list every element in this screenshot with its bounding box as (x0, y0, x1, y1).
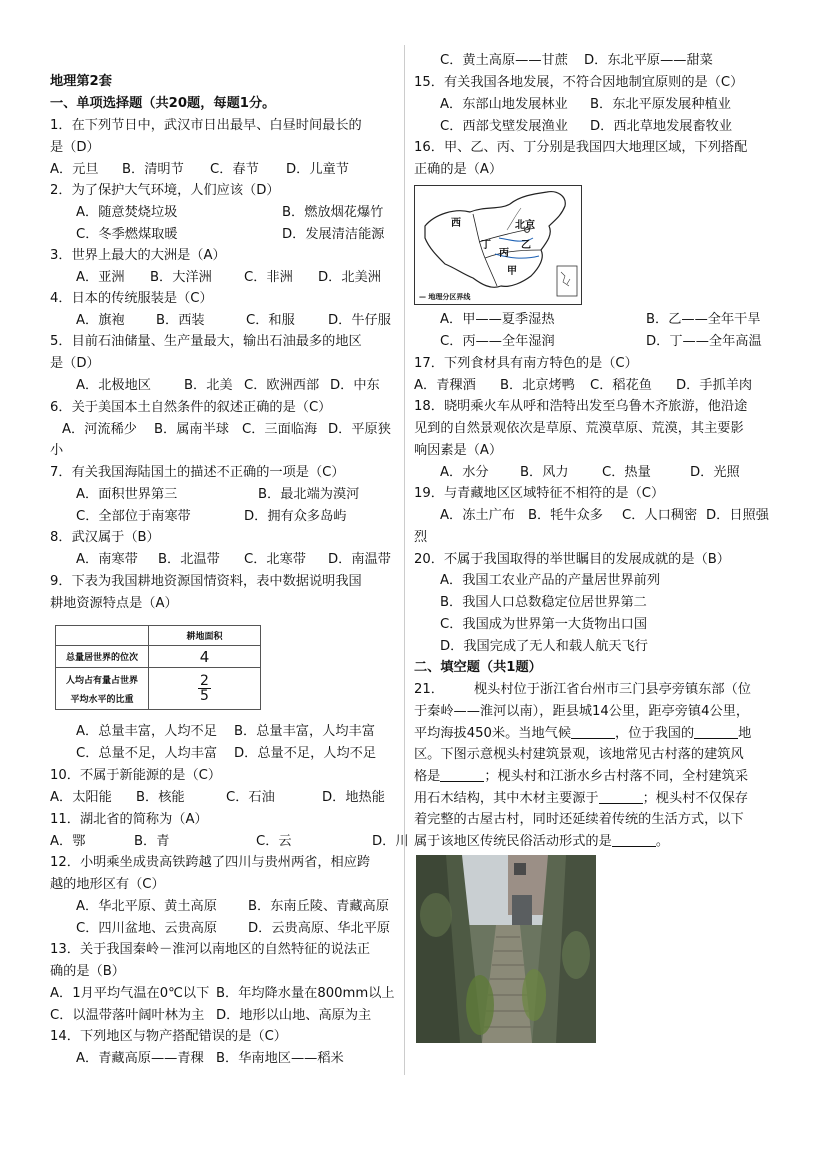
q18-option-c: C．热量 (602, 465, 651, 480)
q20-option-b: B．我国人口总数稳定位居世界第二 (440, 595, 647, 610)
q16-stem: 16．甲、乙、丙、丁分别是我国四大地理区域，下列搭配 (414, 140, 748, 155)
q21-line-6b: ；枧头村不仅保存 (642, 791, 749, 806)
table-row2-label-line1: 人均占有量占世界 (65, 675, 138, 686)
q17-option-d: D．手抓羊肉 (676, 378, 753, 393)
q5-option-d: D．中东 (330, 378, 380, 393)
table-row1-label: 总量居世界的位次 (56, 646, 149, 668)
q7-option-a: A．面积世界第三 (76, 487, 178, 502)
q3-option-b: B．大洋洲 (150, 270, 212, 285)
section-2-title: 二、填空题（共1题） (414, 660, 542, 675)
q5-option-c: C．欧洲西部 (244, 378, 320, 393)
q15-option-b: B．东北平原发展种植业 (590, 97, 731, 112)
q12-stem: 12．小明乘坐成贵高铁跨越了四川与贵州两省，相应跨 (50, 855, 371, 870)
q8-option-b: B．北温带 (158, 552, 220, 567)
q21-number: 21． (414, 682, 444, 697)
q12-option-a: A．华北平原、黄土高原 (76, 899, 217, 914)
q21-line-6a: 用石木结构，其中木材主要源于 (414, 791, 599, 806)
column-divider (404, 45, 405, 1075)
q1-option-b: B．清明节 (122, 162, 184, 177)
q17-option-a: A．青稞酒 (414, 378, 476, 393)
q14-option-a: A．青藏高原——青稞 (76, 1051, 204, 1066)
q21-line-8a: 属于该地区传统民俗活动形式的是 (414, 834, 612, 849)
q18-option-b: B．风力 (520, 465, 569, 480)
q16-stem-2: 正确的是（A） (414, 162, 503, 177)
table-row2-label-line2: 平均水平的比重 (70, 694, 134, 705)
map-drawing (415, 186, 581, 304)
map-legend: — 地理分区界线 (419, 293, 471, 301)
q20-option-d: D．我国完成了无人和载人航天飞行 (440, 639, 648, 654)
q14-option-d: D．东北平原——甜菜 (584, 53, 713, 68)
q16-option-d: D．丁——全年高温 (646, 334, 762, 349)
blank-folk-activity[interactable] (612, 832, 656, 847)
q18-option-a: A．水分 (440, 465, 489, 480)
q9-stem: 9．下表为我国耕地资源国情资料，表中数据说明我国 (50, 574, 362, 589)
q2-option-a: A．随意焚烧垃圾 (76, 205, 178, 220)
q21-line-3c: 地 (738, 726, 752, 741)
q18-option-d: D．光照 (690, 465, 740, 480)
q12-option-d: D．云贵高原、华北平原 (248, 921, 391, 936)
q4-option-b: B．西装 (156, 313, 205, 328)
q9-option-b: B．总量丰富，人均丰富 (234, 724, 375, 739)
q9-stem-2: 耕地资源特点是（A） (50, 596, 178, 611)
q21-line-8b: 。 (655, 834, 669, 849)
fraction (198, 674, 211, 703)
q17-option-b: B．北京烤鸭 (500, 378, 575, 393)
q13-option-c: C．以温带落叶阔叶林为主 (50, 1008, 205, 1023)
q11-option-a: A．鄂 (50, 834, 86, 849)
map-label-xi: 西 (451, 218, 461, 229)
q19-option-d: D．日照强 (706, 508, 769, 523)
village-stone-path-photo (416, 855, 596, 1043)
doc-title: 地理第2套 (50, 74, 112, 89)
q6-option-d-cont: 小 (50, 443, 64, 458)
q17-stem: 17．下列食材具有南方特色的是（C） (414, 356, 638, 371)
table-corner-cell (56, 626, 149, 646)
q20-option-a: A．我国工农业产品的产量居世界前列 (440, 573, 661, 588)
q4-option-c: C．和服 (246, 313, 295, 328)
q21-line-1: 枧头村位于浙江省台州市三门县亭旁镇东部（位 (474, 682, 751, 697)
q6-option-d: D．平原狭 (328, 422, 391, 437)
q21-line-3b: ，位于我国的 (615, 726, 695, 741)
q5-stem-2: 是（D） (50, 356, 100, 371)
q14-stem: 14．下列地区与物产搭配错误的是（C） (50, 1029, 287, 1044)
q1-option-c: C．春节 (210, 162, 259, 177)
q14-option-b: B．华南地区——稻米 (216, 1051, 344, 1066)
q20-stem: 20．不属于我国取得的举世瞩目的发展成就的是（B） (414, 552, 730, 567)
q8-stem: 8．武汉属于（B） (50, 530, 160, 545)
fraction-denominator: 5 (200, 688, 209, 704)
q16-option-a: A．甲——夏季湿热 (440, 312, 555, 327)
q11-option-d: D．川 (372, 834, 409, 849)
q1-option-d: D．儿童节 (286, 162, 349, 177)
q19-stem: 19．与青藏地区区域特征不相符的是（C） (414, 486, 665, 501)
q8-option-c: C．北寒带 (244, 552, 306, 567)
q21-line-5a: 格是 (414, 769, 441, 784)
q3-stem: 3．世界上最大的大洲是（A） (50, 248, 226, 263)
q8-option-a: A．南寒带 (76, 552, 138, 567)
china-regions-map (414, 185, 582, 305)
q12-option-b: B．东南丘陵、青藏高原 (248, 899, 389, 914)
blank-architecture-style[interactable] (440, 767, 484, 782)
q7-stem: 7．有关我国海陆国土的描述不正确的一项是（C） (50, 465, 345, 480)
q9-option-a: A．总量丰富，人均不足 (76, 724, 217, 739)
q5-option-a: A．北极地区 (76, 378, 151, 393)
q10-option-d: D．地热能 (322, 790, 385, 805)
q15-option-c: C．西部戈壁发展渔业 (440, 119, 568, 134)
q9-option-d: D．总量不足，人均不足 (234, 746, 377, 761)
q10-option-a: A．太阳能 (50, 790, 112, 805)
q7-option-c: C．全部位于南寒带 (76, 509, 191, 524)
q19-option-c: C．人口稠密 (622, 508, 698, 523)
q1-stem-2: 是（D） (50, 140, 100, 155)
map-label-beijing: 北京 (515, 220, 535, 231)
section-1-title: 一、单项选择题（共20题，每题1分。 (50, 96, 276, 111)
q10-option-b: B．核能 (136, 790, 185, 805)
q4-stem: 4．日本的传统服装是（C） (50, 291, 213, 306)
q2-stem: 2．为了保护大气环境，人们应该（D） (50, 183, 280, 198)
q21-line-3a: 平均海拔450米。当地气候 (414, 726, 572, 741)
q1-stem: 1．在下列节日中，武汉市日出最早、白昼时间最长的 (50, 118, 362, 133)
blank-climate[interactable] (571, 724, 615, 739)
q11-stem: 11．湖北省的简称为（A） (50, 812, 208, 827)
map-label-bing: 丙 (499, 248, 509, 259)
table-row1-value: 4 (149, 646, 261, 668)
q5-stem: 5．目前石油储量、生产量最大，输出石油最多的地区 (50, 334, 362, 349)
q17-option-c: C．稻花鱼 (590, 378, 652, 393)
q21-line-5b: ；枧头村和江浙水乡古村落不同，全村建筑采 (484, 769, 749, 784)
q3-option-c: C．非洲 (244, 270, 293, 285)
q19-option-a: A．冻土广布 (440, 508, 515, 523)
q11-option-b: B．青 (134, 834, 170, 849)
farmland-table (55, 625, 261, 710)
map-label-ding: 丁 (481, 240, 491, 251)
q11-option-c: C．云 (256, 834, 292, 849)
q13-option-a: A．1月平均气温在0℃以下 (50, 986, 210, 1001)
q18-stem-2: 见到的自然景观依次是草原、荒漠草原、荒漠，其主要影 (414, 421, 744, 436)
q1-option-a: A．元旦 (50, 162, 99, 177)
q3-option-a: A．亚洲 (76, 270, 125, 285)
q19-option-d-cont: 烈 (414, 530, 428, 545)
q21-line-7: 着完整的古屋古村，同时还延续着传统的生活方式，以下 (414, 812, 744, 827)
q19-option-b: B．牦牛众多 (528, 508, 603, 523)
q2-option-d: D．发展清洁能源 (282, 227, 385, 242)
q6-option-c: C．三面临海 (242, 422, 318, 437)
q3-option-d: D．北美洲 (318, 270, 381, 285)
q8-option-d: D．南温带 (328, 552, 391, 567)
blank-region[interactable] (694, 724, 738, 739)
q16-option-c: C．丙——全年湿润 (440, 334, 555, 349)
fraction-numerator: 2 (200, 673, 209, 689)
map-label-yi: 乙 (521, 240, 531, 251)
q10-option-c: C．石油 (226, 790, 275, 805)
q10-stem: 10．不属于新能源的是（C） (50, 768, 222, 783)
q15-stem: 15．有关我国各地发展，不符合因地制宜原则的是（C） (414, 75, 744, 90)
q2-option-b: B．燃放烟花爆竹 (282, 205, 384, 220)
q13-option-b: B．年均降水量在800mm以上 (216, 986, 395, 1001)
q4-option-a: A．旗袍 (76, 313, 125, 328)
q15-option-a: A．东部山地发展林业 (440, 97, 568, 112)
q15-option-d: D．西北草地发展畜牧业 (590, 119, 733, 134)
map-label-jia: 甲 (507, 266, 517, 277)
q12-option-c: C．四川盆地、云贵高原 (76, 921, 218, 936)
q13-stem: 13．关于我国秦岭－淮河以南地区的自然特征的说法正 (50, 942, 371, 957)
q13-option-d: D．地形以山地、高原为主 (216, 1008, 372, 1023)
q18-stem-3: 响因素是（A） (414, 443, 503, 458)
q9-option-c: C．总量不足，人均丰富 (76, 746, 218, 761)
q2-option-c: C．冬季燃煤取暖 (76, 227, 178, 242)
q13-stem-2: 确的是（B） (50, 964, 125, 979)
q7-option-b: B．最北端为漠河 (258, 487, 360, 502)
table-header: 耕地面积 (149, 626, 261, 646)
q16-option-b: B．乙——全年干旱 (646, 312, 761, 327)
q7-option-d: D．拥有众多岛屿 (244, 509, 347, 524)
q18-stem: 18．晓明乘火车从呼和浩特出发至乌鲁木齐旅游，他沿途 (414, 399, 748, 414)
table-row2-value (149, 668, 261, 710)
q6-option-b: B．属南半球 (154, 422, 229, 437)
table-row2-label (56, 668, 149, 710)
q6-stem: 6．关于美国本土自然条件的叙述正确的是（C） (50, 400, 332, 415)
q12-stem-2: 越的地形区有（C） (50, 877, 165, 892)
q6-option-a: A．河流稀少 (62, 422, 137, 437)
q5-option-b: B．北美 (184, 378, 233, 393)
q14-option-c: C．黄土高原——甘蔗 (440, 53, 568, 68)
blank-wood-source[interactable] (599, 789, 643, 804)
q4-option-d: D．牛仔服 (328, 313, 391, 328)
q21-line-4: 区。下图示意枧头村建筑景观，该地常见古村落的建筑风 (414, 747, 744, 762)
q20-option-c: C．我国成为世界第一大货物出口国 (440, 617, 648, 632)
q21-line-2: 于秦岭——淮河以南），距县城14公里，距亭旁镇4公里， (414, 704, 750, 719)
